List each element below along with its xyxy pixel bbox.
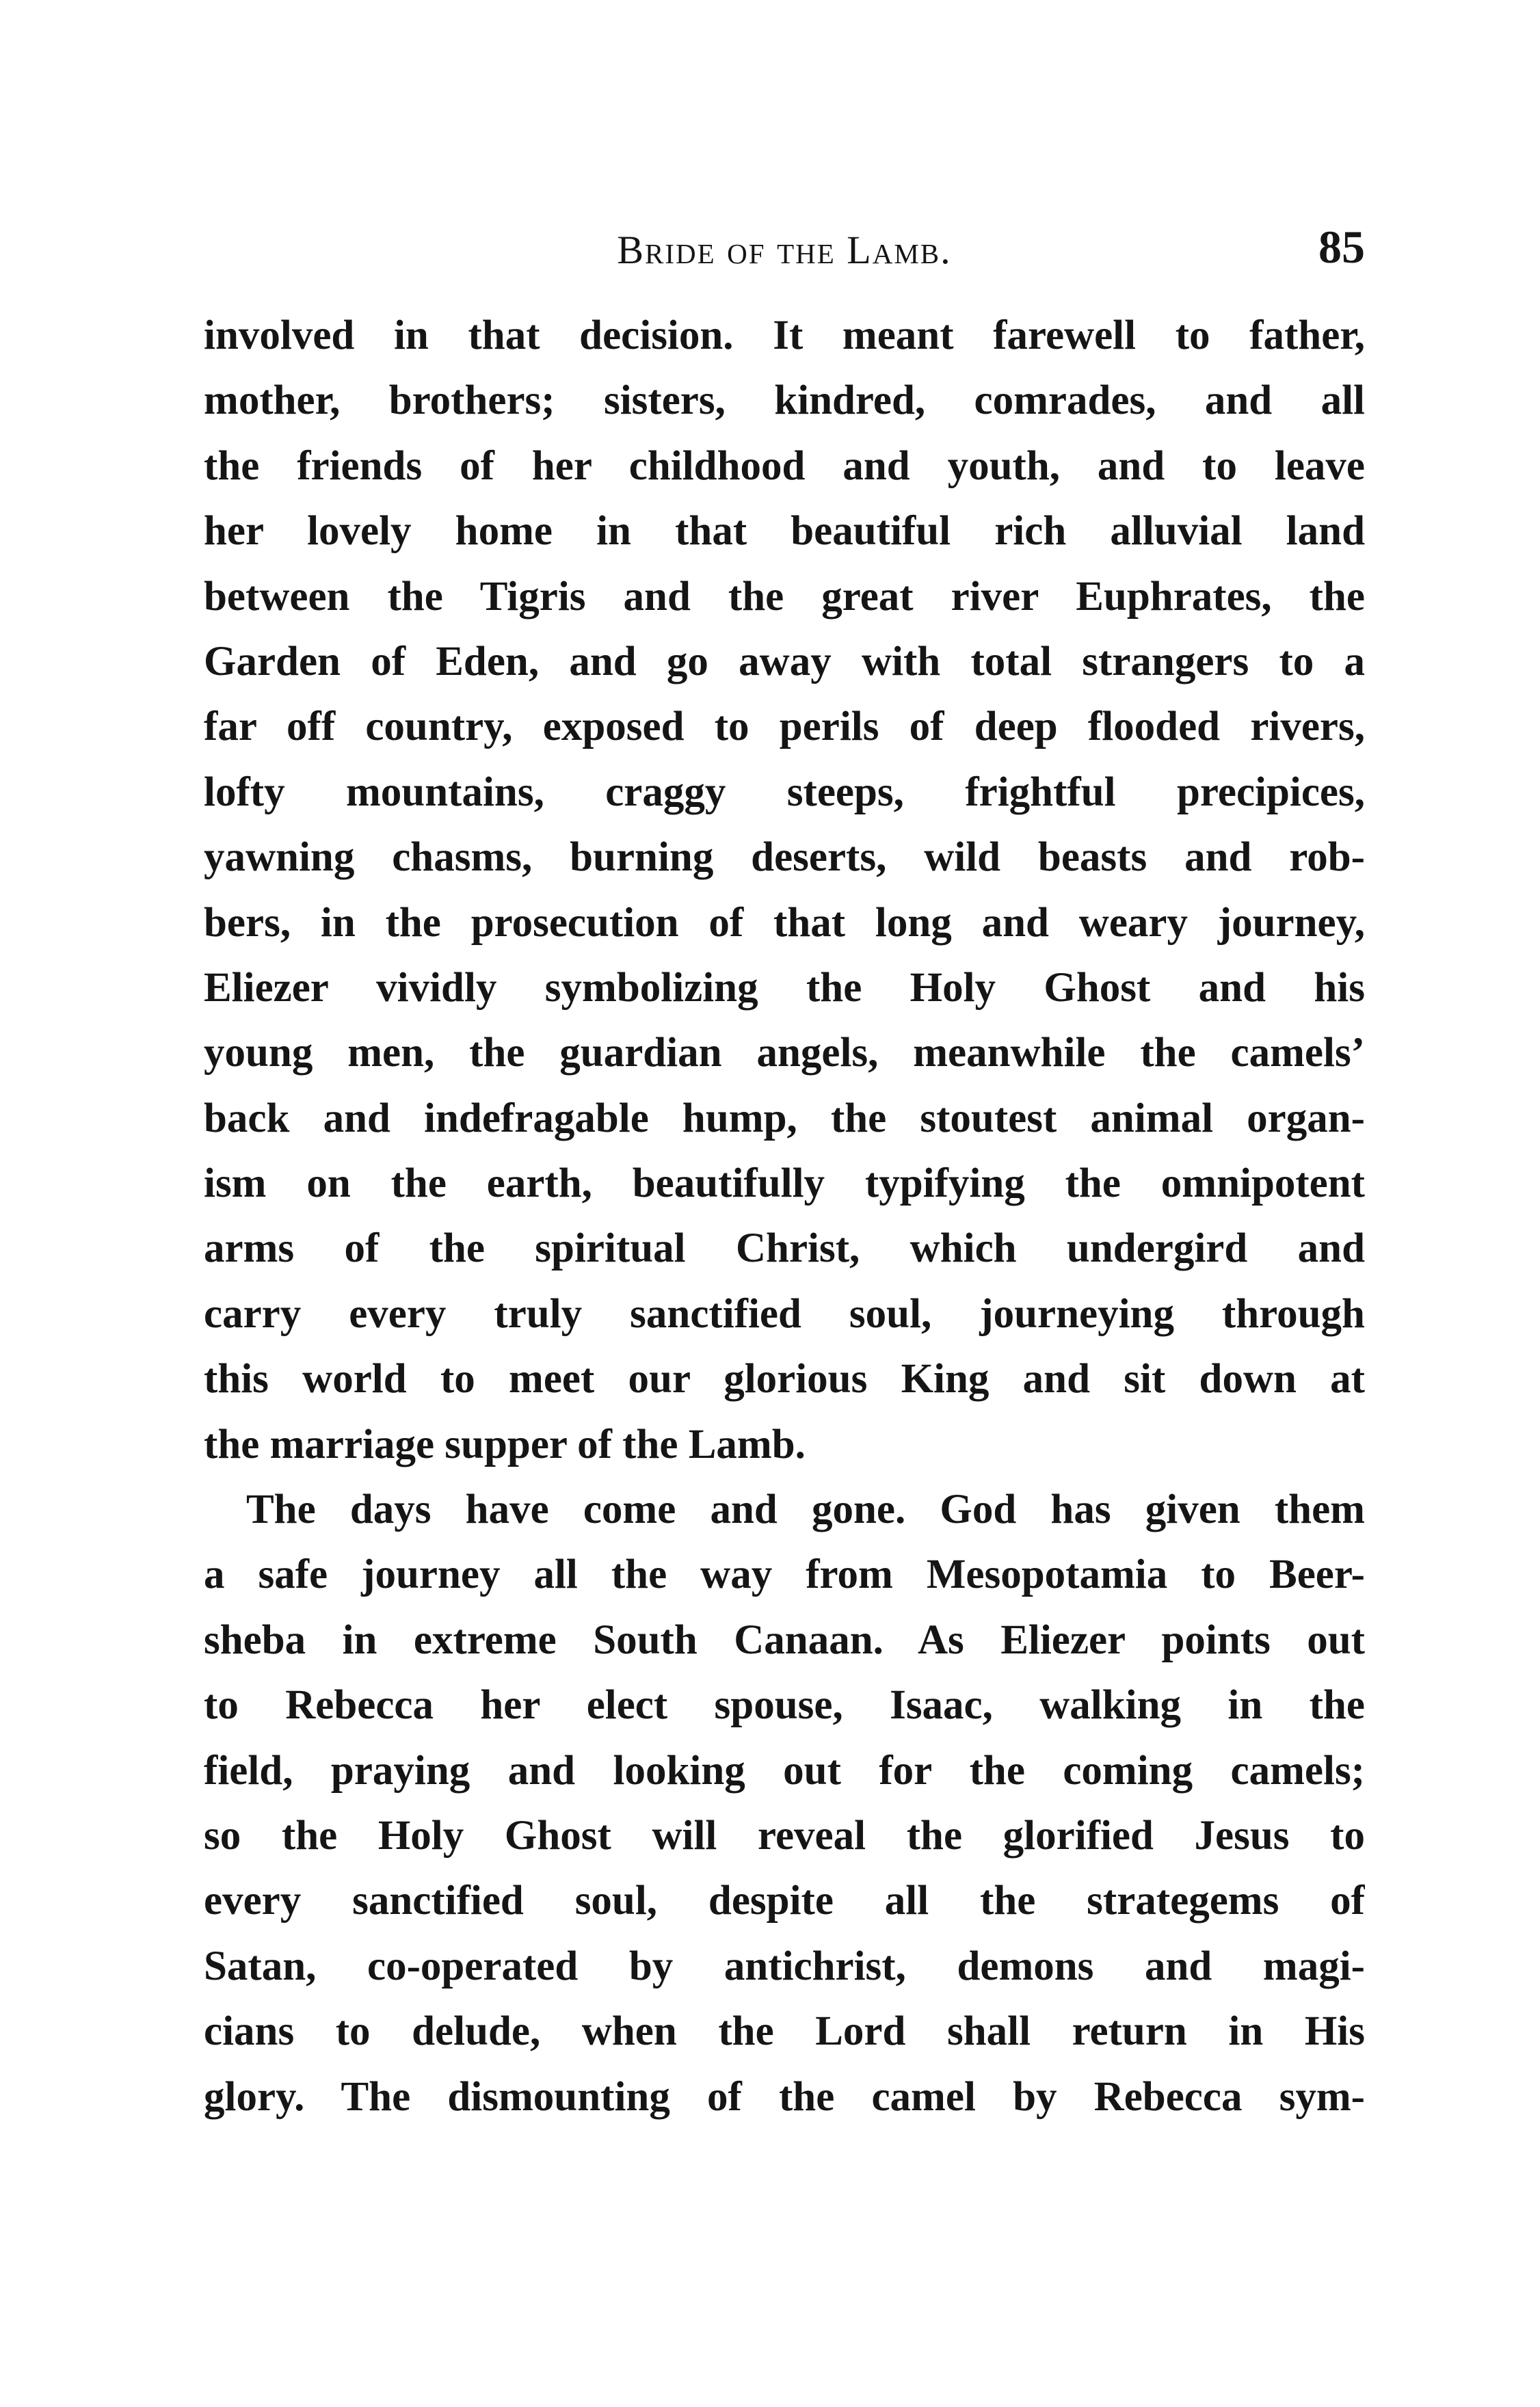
- text-line: Garden of Eden, and go away with total strangers to a: [204, 638, 1365, 684]
- text-line: between the Tigris and the great river Euphrates, the: [204, 573, 1365, 620]
- page-number: 85: [1318, 221, 1365, 273]
- running-head: [204, 217, 1365, 279]
- running-title: Bride of the Lamb.: [617, 228, 952, 272]
- text-line: yawning chasms, burning deserts, wild beasts and rob-: [204, 834, 1365, 881]
- text-line: mother, brothers; sisters, kindred, comrades, and all: [204, 377, 1365, 424]
- body-text: [204, 303, 1365, 2129]
- text-line: every sanctified soul, despite all the strategems of: [204, 1878, 1365, 1924]
- text-line: this world to meet our glorious King and sit down at: [204, 1356, 1365, 1402]
- text-line: ism on the earth, beautifully typifying the omnipotent: [204, 1160, 1365, 1207]
- text-line: involved in that decision. It meant farewell to father,: [204, 312, 1365, 358]
- text-line: back and indefragable hump, the stoutest animal organ-: [204, 1095, 1365, 1141]
- text-line: arms of the spiritual Christ, which undergird and: [204, 1225, 1365, 1272]
- text-line: so the Holy Ghost will reveal the glorified Jesus to: [204, 1812, 1365, 1859]
- text-line: Satan, co-operated by antichrist, demons and magi-: [204, 1943, 1365, 1989]
- paragraph-end-line: the marriage supper of the Lamb.: [204, 1421, 806, 1467]
- text-line: sheba in extreme South Canaan. As Eliezer points out: [204, 1617, 1365, 1663]
- text-line: Eliezer vividly symbolizing the Holy Ghost and his: [204, 964, 1365, 1011]
- text-line: her lovely home in that beautiful rich alluvial land: [204, 508, 1365, 555]
- paragraph-start-line: The days have come and gone. God has given them: [246, 1487, 1365, 1533]
- text-line: lofty mountains, craggy steeps, frightful precipices,: [204, 769, 1365, 815]
- text-line: young men, the guardian angels, meanwhile the camels’: [204, 1030, 1365, 1076]
- text-line: carry every truly sanctified soul, journeying through: [204, 1290, 1365, 1337]
- text-line: cians to delude, when the Lord shall return in His: [204, 2008, 1365, 2055]
- text-line: glory. The dismounting of the camel by Rebecca sym-: [204, 2073, 1365, 2120]
- text-line: the friends of her childhood and youth, and to leave: [204, 442, 1365, 489]
- text-line: bers, in the prosecution of that long and weary journey,: [204, 899, 1365, 946]
- text-line: to Rebecca her elect spouse, Isaac, walking in the: [204, 1682, 1365, 1729]
- text-line: a safe journey all the way from Mesopotamia to Beer-: [204, 1552, 1365, 1598]
- text-line: field, praying and looking out for the coming camels;: [204, 1747, 1365, 1794]
- text-line: far off country, exposed to perils of deep flooded rivers,: [204, 704, 1365, 750]
